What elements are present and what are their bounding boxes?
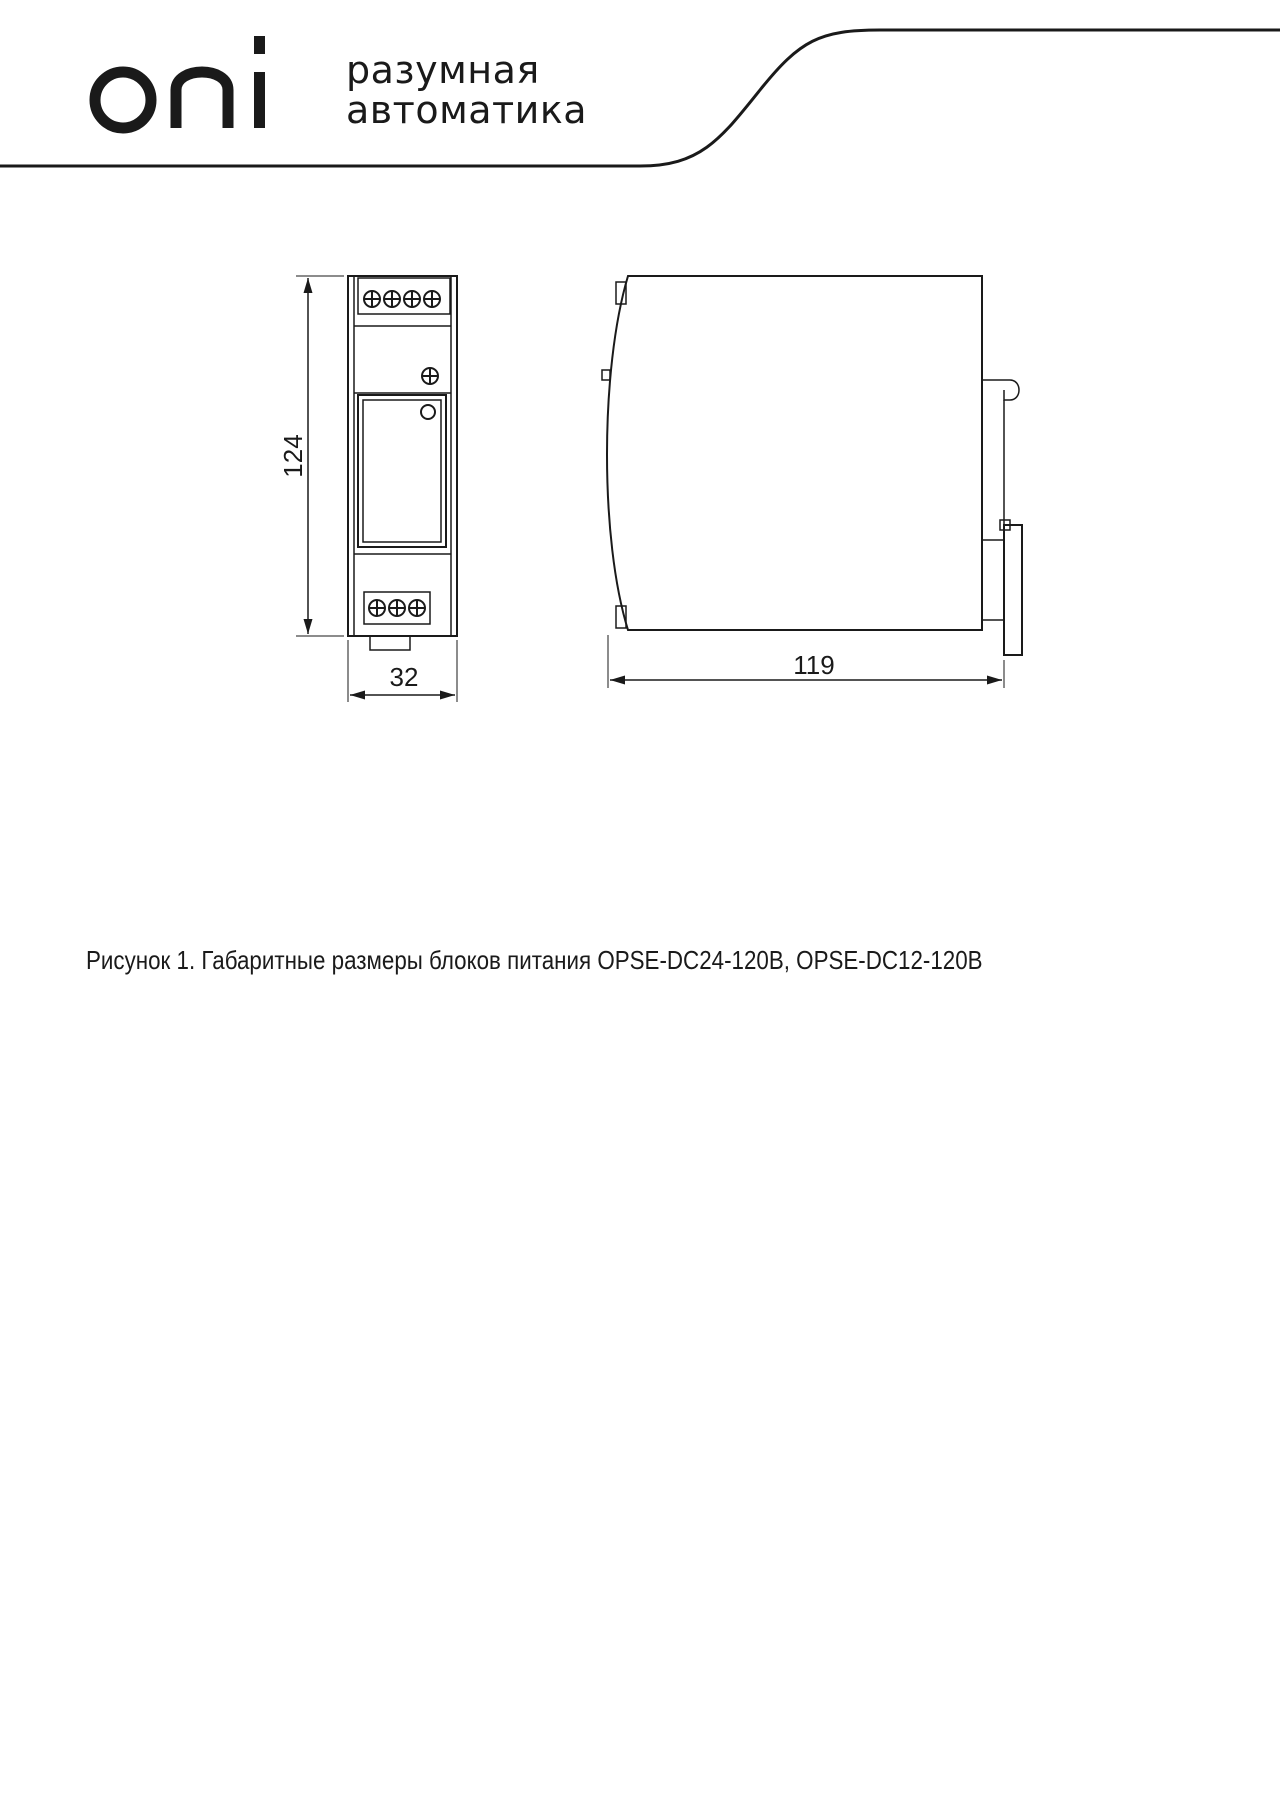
tagline-line-2: автоматика: [346, 88, 588, 132]
bottom-terminal-screws: [369, 600, 425, 616]
figure-caption: Рисунок 1. Габаритные размеры блоков питания OPSE-DC24-120B, OPSE-DC12-120B: [86, 945, 983, 975]
front-view: [296, 276, 457, 702]
adjust-screw: [422, 368, 438, 384]
tagline-line-1: разумная: [346, 48, 540, 92]
dimension-drawing: [0, 240, 1280, 720]
width-dimension-label: 32: [389, 662, 419, 692]
side-view: [602, 276, 1022, 688]
page-header: [0, 0, 1280, 180]
brand-tagline: [346, 50, 587, 130]
top-terminal-screws: [364, 291, 440, 307]
depth-dimension-label: 119: [793, 650, 835, 680]
drawing-canvas: [0, 240, 1280, 720]
height-dimension-label: 124: [278, 434, 308, 478]
oni-logo-icon: [88, 28, 298, 138]
led-indicator: [421, 405, 435, 419]
